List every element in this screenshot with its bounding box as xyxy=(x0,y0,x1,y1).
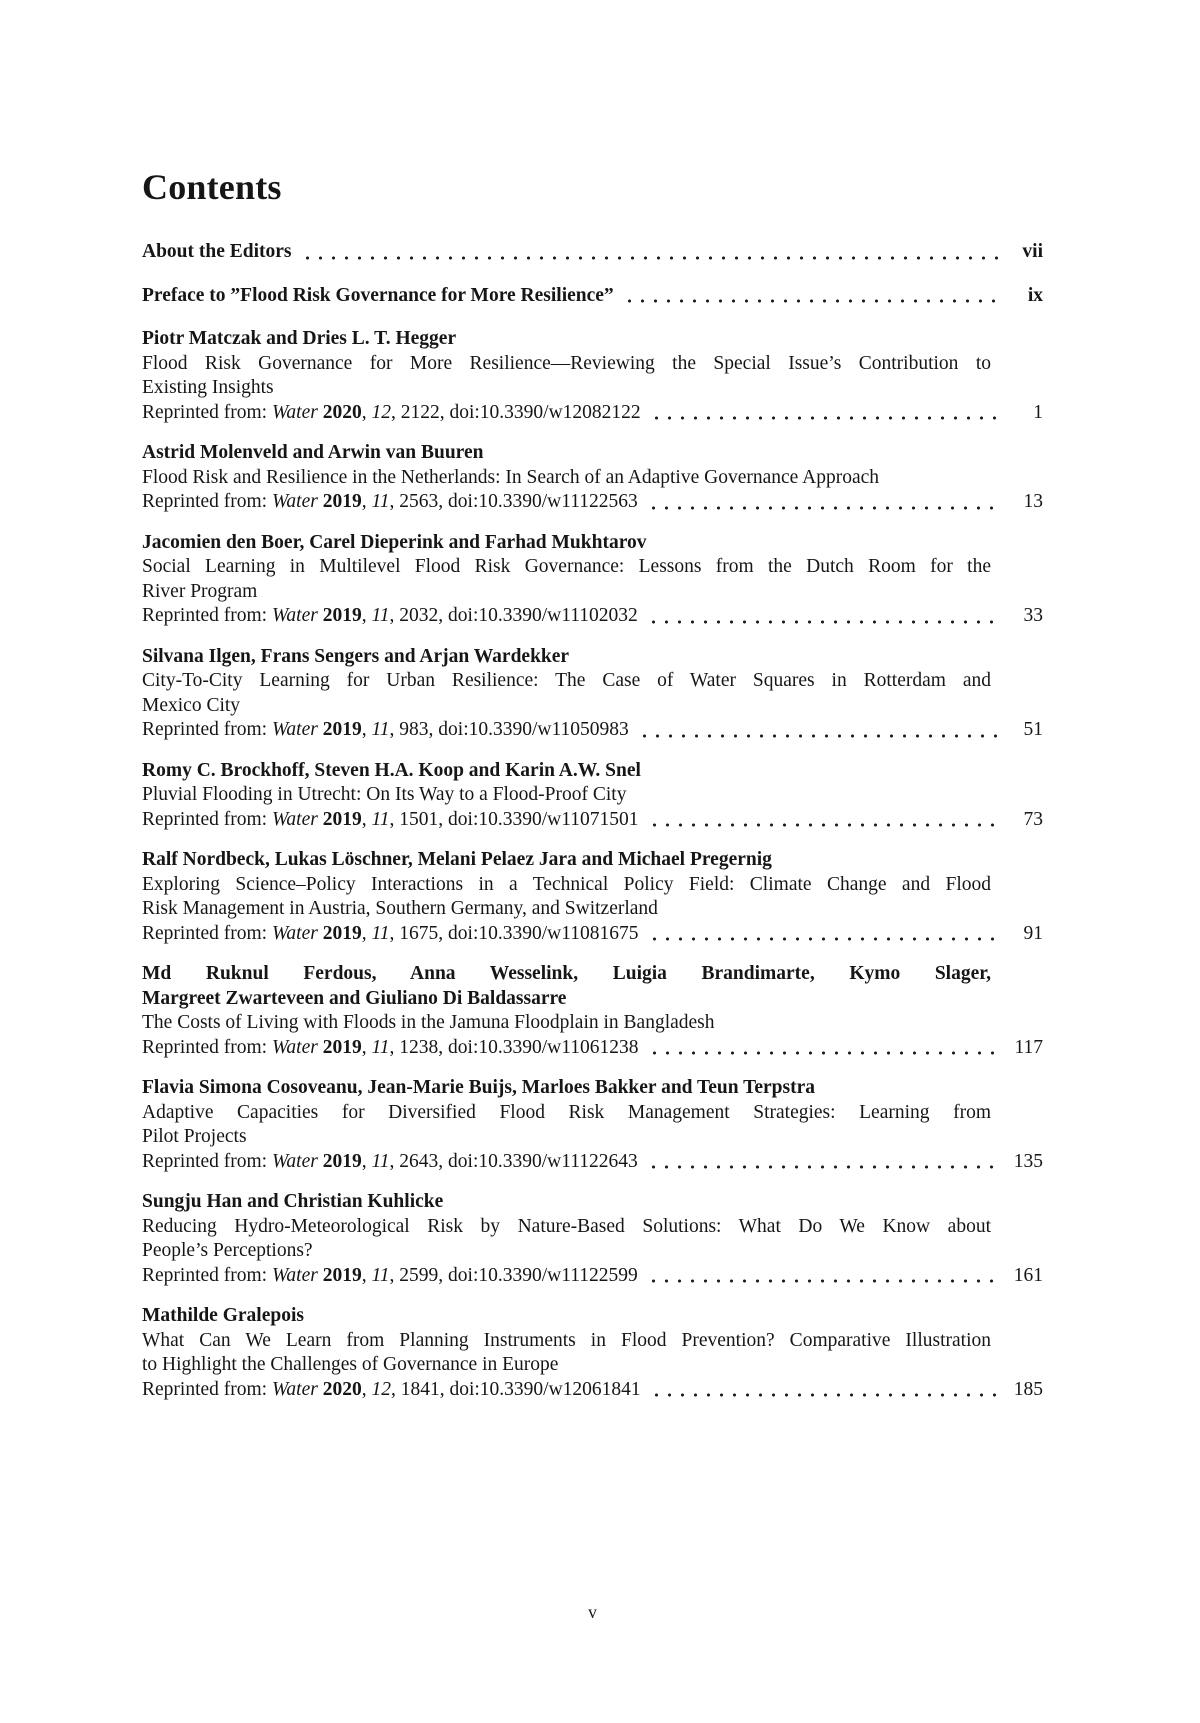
toc-entry xyxy=(142,531,1043,629)
entry-authors xyxy=(142,848,1043,873)
dot-leader xyxy=(647,505,1003,511)
citation-text: Reprinted from: Water 2019, 11, 1675, doi:10.3390/w11081675 xyxy=(142,922,639,944)
text-line: Risk Management in Austria, Southern Germany, and Switzerland xyxy=(142,898,658,919)
toc-page-number: 1 xyxy=(1033,401,1043,423)
entry-citation xyxy=(142,401,1043,426)
dot-leader xyxy=(648,1050,1003,1056)
dot-leader xyxy=(647,1164,1003,1170)
citation-text: Reprinted from: Water 2019, 11, 2563, doi:10.3390/w11122563 xyxy=(142,491,638,512)
entry-citation xyxy=(142,604,1043,629)
text-line: What Can We Learn from Planning Instruments in Flood Prevention? Comparative Illustration xyxy=(142,1329,991,1351)
entry-title xyxy=(142,1215,1043,1264)
dot-leader xyxy=(638,733,1003,739)
toc-front-item xyxy=(142,240,1043,265)
toc-page-number: 33 xyxy=(1023,605,1043,626)
entry-title xyxy=(142,669,1043,718)
entry-title xyxy=(142,466,1043,491)
toc-front-list xyxy=(142,240,1043,308)
entry-authors xyxy=(142,1190,1043,1215)
toc-page-number: 117 xyxy=(1014,1036,1043,1058)
text-line: City-To-City Learning for Urban Resilience: The Case of Water Squares in Rotterdam and xyxy=(142,670,991,691)
text-line: Ralf Nordbeck, Lukas Löschner, Melani Pelaez Jara and Michael Pregernig xyxy=(142,849,772,870)
toc-page-number: 185 xyxy=(1013,1378,1043,1400)
entry-citation xyxy=(142,1264,1043,1289)
toc-page-number: 73 xyxy=(1023,808,1043,830)
text-line: Md Ruknul Ferdous, Anna Wesselink, Luigia Brandimarte, Kymo Slager, xyxy=(142,963,991,984)
toc-entry xyxy=(142,1190,1043,1288)
entry-authors xyxy=(142,531,1043,556)
entry-title xyxy=(142,352,1043,401)
entry-authors xyxy=(142,1304,1043,1329)
text-line: Flood Risk Governance for More Resilience—Reviewing the Special Issue’s Contribution to xyxy=(142,352,991,374)
dot-leader xyxy=(650,415,1003,421)
entry-authors xyxy=(142,645,1043,670)
text-line: Mexico City xyxy=(142,694,241,716)
dot-leader xyxy=(648,822,1003,828)
citation-text: Reprinted from: Water 2019, 11, 2599, doi:10.3390/w11122599 xyxy=(142,1264,638,1286)
folio-page-number: v xyxy=(588,1602,597,1622)
text-line: Exploring Science–Policy Interactions in a Technical Policy Field: Climate Change and Flood xyxy=(142,873,991,895)
dot-leader xyxy=(647,1278,1003,1284)
toc-entry xyxy=(142,441,1043,515)
text-line: Mathilde Gralepois xyxy=(142,1305,304,1326)
toc-entry xyxy=(142,1304,1043,1402)
citation-text: Reprinted from: Water 2019, 11, 1238, doi:10.3390/w11061238 xyxy=(142,1036,639,1058)
entry-title xyxy=(142,783,1043,808)
page-title: Contents xyxy=(142,167,282,207)
text-line: Jacomien den Boer, Carel Dieperink and Farhad Mukhtarov xyxy=(142,531,647,553)
text-line: Social Learning in Multilevel Flood Risk Governance: Lessons from the Dutch Room for the xyxy=(142,556,991,577)
text-line: Adaptive Capacities for Diversified Flood Risk Management Strategies: Learning from xyxy=(142,1101,991,1123)
toc-entry xyxy=(142,962,1043,1060)
toc-page-number: 13 xyxy=(1023,491,1043,512)
entry-title xyxy=(142,1101,1043,1150)
contents-block xyxy=(142,168,1043,1418)
citation-text: Reprinted from: Water 2020, 12, 1841, doi:10.3390/w12061841 xyxy=(142,1378,641,1400)
toc-page-number: ix xyxy=(1027,284,1043,306)
entry-citation xyxy=(142,922,1043,947)
citation-text: Reprinted from: Water 2019, 11, 983, doi:10.3390/w11050983 xyxy=(142,719,629,740)
toc-item-label: Preface to ”Flood Risk Governance for More Resilience” xyxy=(142,284,614,306)
toc-entry xyxy=(142,645,1043,743)
entry-authors xyxy=(142,1076,1043,1101)
dot-leader xyxy=(301,255,1003,261)
text-line: Pluvial Flooding in Utrecht: On Its Way to a Flood-Proof City xyxy=(142,784,627,805)
entry-citation xyxy=(142,718,1043,743)
citation-text: Reprinted from: Water 2019, 11, 1501, doi:10.3390/w11071501 xyxy=(142,808,639,830)
text-line: River Program xyxy=(142,580,258,602)
dot-leader xyxy=(623,298,1003,304)
text-line: Reducing Hydro-Meteorological Risk by Nature-Based Solutions: What Do We Know about xyxy=(142,1215,991,1237)
toc-entry xyxy=(142,327,1043,425)
entry-citation xyxy=(142,490,1043,515)
dot-leader xyxy=(650,1392,1003,1398)
citation-text: Reprinted from: Water 2019, 11, 2643, doi:10.3390/w11122643 xyxy=(142,1150,638,1172)
entry-citation xyxy=(142,1150,1043,1175)
toc-entry xyxy=(142,759,1043,833)
text-line: Astrid Molenveld and Arwin van Buuren xyxy=(142,442,484,463)
entry-title xyxy=(142,1329,1043,1378)
entry-authors xyxy=(142,441,1043,466)
toc-page-number: 91 xyxy=(1023,922,1043,944)
text-line: Silvana Ilgen, Frans Sengers and Arjan Wardekker xyxy=(142,645,570,667)
text-line: Margreet Zwarteveen and Giuliano Di Baldassarre xyxy=(142,987,567,1009)
toc-entry xyxy=(142,848,1043,946)
toc-entry xyxy=(142,1076,1043,1174)
text-line: People’s Perceptions? xyxy=(142,1240,313,1261)
dot-leader xyxy=(648,936,1003,942)
citation-text: Reprinted from: Water 2020, 12, 2122, doi:10.3390/w12082122 xyxy=(142,401,641,423)
entry-authors xyxy=(142,962,1043,1011)
text-line: Flavia Simona Cosoveanu, Jean-Marie Buijs, Marloes Bakker and Teun Terpstra xyxy=(142,1077,815,1098)
toc-page-number: 161 xyxy=(1013,1264,1043,1286)
text-line: Sungju Han and Christian Kuhlicke xyxy=(142,1191,444,1212)
toc-item-label: About the Editors xyxy=(142,241,292,262)
toc-page-number: vii xyxy=(1022,241,1043,262)
entry-title xyxy=(142,873,1043,922)
dot-leader xyxy=(647,619,1003,625)
entry-authors xyxy=(142,327,1043,352)
text-line: Romy C. Brockhoff, Steven H.A. Koop and Karin A.W. Snel xyxy=(142,759,641,781)
entry-authors xyxy=(142,759,1043,784)
text-line: Piotr Matczak and Dries L. T. Hegger xyxy=(142,328,457,349)
toc-page-number: 135 xyxy=(1013,1150,1043,1172)
text-line: The Costs of Living with Floods in the Jamuna Floodplain in Bangladesh xyxy=(142,1012,715,1033)
entry-citation xyxy=(142,1036,1043,1061)
text-line: Existing Insights xyxy=(142,377,274,398)
toc-page-number: 51 xyxy=(1023,719,1043,740)
text-line: Pilot Projects xyxy=(142,1126,247,1147)
entry-title xyxy=(142,1011,1043,1036)
toc-entry-list xyxy=(142,327,1043,1402)
entry-title xyxy=(142,555,1043,604)
text-line: to Highlight the Challenges of Governance in Europe xyxy=(142,1354,559,1375)
text-line: Flood Risk and Resilience in the Netherlands: In Search of an Adaptive Governance Approach xyxy=(142,466,880,488)
citation-text: Reprinted from: Water 2019, 11, 2032, doi:10.3390/w11102032 xyxy=(142,605,638,626)
toc-front-item xyxy=(142,284,1043,309)
entry-citation xyxy=(142,808,1043,833)
entry-citation xyxy=(142,1378,1043,1403)
